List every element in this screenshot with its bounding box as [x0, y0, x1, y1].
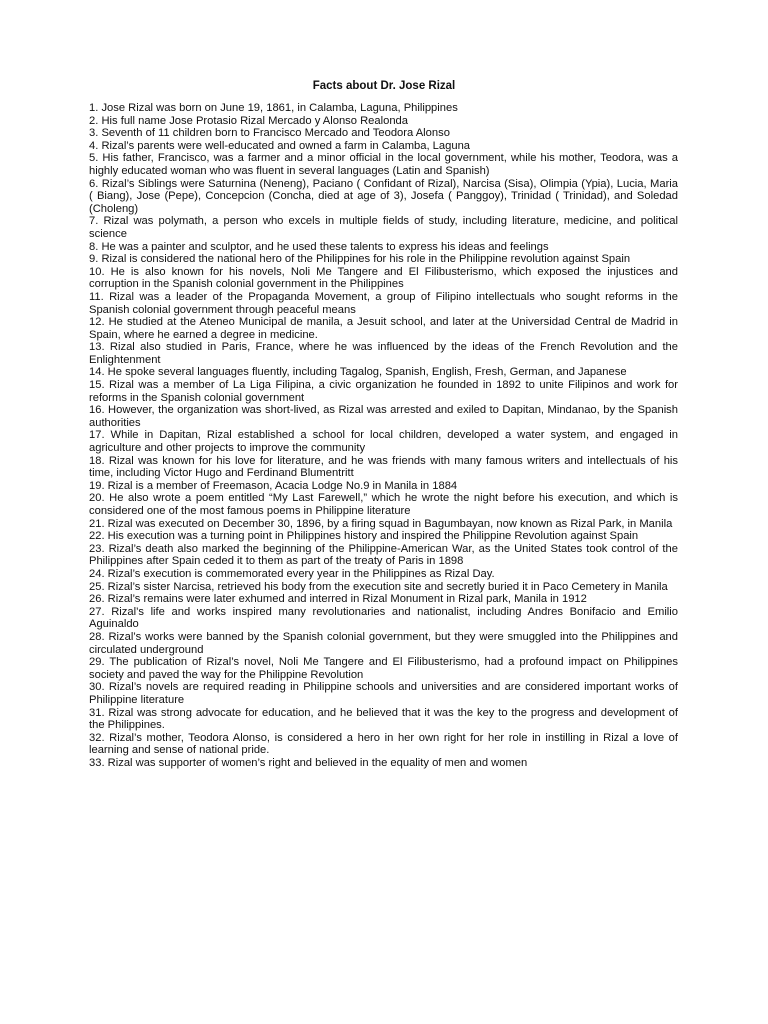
fact-item: 13. Rizal also studied in Paris, France, where he was influenced by the ideas of the French Revolution and the Enlightenment — [89, 341, 678, 366]
fact-item: 17. While in Dapitan, Rizal established a school for local children, developed a water system, and engaged in agriculture and other projects to improve the community — [89, 429, 678, 455]
fact-item: 28. Rizal’s works were banned by the Spanish colonial government, but they were smuggled into the Philippines and circulated underground — [89, 630, 678, 656]
fact-item: 1. Jose Rizal was born on June 19, 1861, in Calamba, Laguna, Philippines — [89, 102, 458, 114]
fact-item: 27. Rizal’s life and works inspired many revolutionaries and nationalist, including Andres Bonifacio and Emilio Aguinaldo — [89, 605, 678, 631]
fact-item: 31. Rizal was strong advocate for education, and he believed that it was the key to the progress and development of the Philippines. — [89, 706, 678, 732]
fact-item: 29. The publication of Rizal’s novel, Noli Me Tangere and El Filibusterismo, had a profound impact on Philippines society and paved the way for the Philippine Revolution — [89, 656, 678, 681]
fact-item: 6. Rizal’s Siblings were Saturnina (Neneng), Paciano ( Confidant of Rizal), Narcisa (Sisa), Olimpia (Ypia), Lucia, Maria ( Biang), Jose (Pepe), Concepcion (Concha, died at age of 3), Josefa ( Panggoy), Trinidad ( Trinidad), and Soledad (Choleng) — [89, 177, 678, 215]
document-title: Facts about Dr. Jose Rizal — [312, 80, 456, 92]
fact-item: 33. Rizal was supporter of women’s right and believed in the equality of men and women — [89, 756, 528, 769]
fact-item: 21. Rizal was executed on December 30, 1896, by a firing squad in Bagumbayan, now known as Rizal Park, in Manila — [89, 517, 673, 530]
fact-item: 11. Rizal was a leader of the Propaganda Movement, a group of Filipino intellectuals who sought reforms in the Spanish colonial government through peaceful means — [89, 290, 678, 316]
fact-item: 9. Rizal is considered the national hero of the Philippines for his role in the Philippine revolution against Spain — [89, 253, 631, 266]
fact-item: 8. He was a painter and sculptor, and he used these talents to express his ideas and feelings — [89, 240, 549, 253]
fact-item: 25. Rizal’s sister Narcisa, retrieved his body from the execution site and secretly buried it in Paco Cemetery in Manila — [89, 580, 668, 593]
fact-item: 32. Rizal’s mother, Teodora Alonso, is considered a hero in her own right for her role in instilling in Rizal a love of learning and sense of national pride. — [89, 731, 678, 757]
fact-item: 26. Rizal’s remains were later exhumed and interred in Rizal Monument in Rizal park, Manila in 1912 — [89, 593, 587, 606]
fact-item: 24. Rizal’s execution is commemorated every year in the Philippines as Rizal Day. — [89, 567, 495, 580]
fact-item: 3. Seventh of 11 children born to Francisco Mercado and Teodora Alonso — [89, 127, 450, 140]
facts-list — [89, 102, 678, 769]
fact-item: 30. Rizal’s novels are required reading in Philippine schools and universities and are considered important works of Philippine literature — [89, 681, 678, 706]
fact-item: 18. Rizal was known for his love for literature, and he was friends with many famous writers and intellectuals of his time, including Victor Hugo and Ferdinand Blumentritt — [89, 454, 678, 480]
fact-item: 10. He is also known for his novels, Noli Me Tangere and El Filibusterismo, which exposed the injustices and corruption in the Spanish colonial government in the Philippines — [89, 265, 678, 291]
fact-item: 22. His execution was a turning point in Philippines history and inspired the Philippine Revolution against Spain — [89, 530, 639, 543]
fact-item: 7. Rizal was polymath, a person who excels in multiple fields of study, including literature, medicine, and political science — [89, 215, 678, 240]
fact-item: 12. He studied at the Ateneo Municipal de manila, a Jesuit school, and later at the Universidad Central de Madrid in Spain, where he earned a degree in medicine. — [89, 316, 678, 341]
fact-item: 5. His father, Francisco, was a farmer and a minor official in the local government, while his mother, Teodora, was a highly educated woman who was fluent in several languages (Latin and Spanish) — [89, 152, 678, 177]
fact-item: 15. Rizal was a member of La Liga Filipina, a civic organization he founded in 1892 to unite Filipinos and work for reforms in the Spanish colonial government — [89, 379, 678, 404]
fact-item: 19. Rizal is a member of Freemason, Acacia Lodge No.9 in Manila in 1884 — [89, 479, 458, 492]
fact-item: 2. His full name Jose Protasio Rizal Mercado y Alonso Realonda — [89, 114, 409, 127]
fact-item: 16. However, the organization was short-lived, as Rizal was arrested and exiled to Dapitan, Mindanao, by the Spanish authorities — [89, 404, 678, 429]
fact-item: 4. Rizal’s parents were well-educated and owned a farm in Calamba, Laguna — [89, 139, 471, 152]
fact-item: 23. Rizal’s death also marked the beginning of the Philippine-American War, as the United States took control of the Philippines after Spain ceded it to them as part of the treaty of Paris in 1898 — [89, 542, 678, 568]
fact-item: 20. He also wrote a poem entitled “My Last Farewell,” which he wrote the night before his execution, and which is considered one of the most famous poems in Philippine literature — [89, 492, 678, 517]
fact-item: 14. He spoke several languages fluently, including Tagalog, Spanish, English, Fresh, German, and Japanese — [89, 366, 627, 379]
